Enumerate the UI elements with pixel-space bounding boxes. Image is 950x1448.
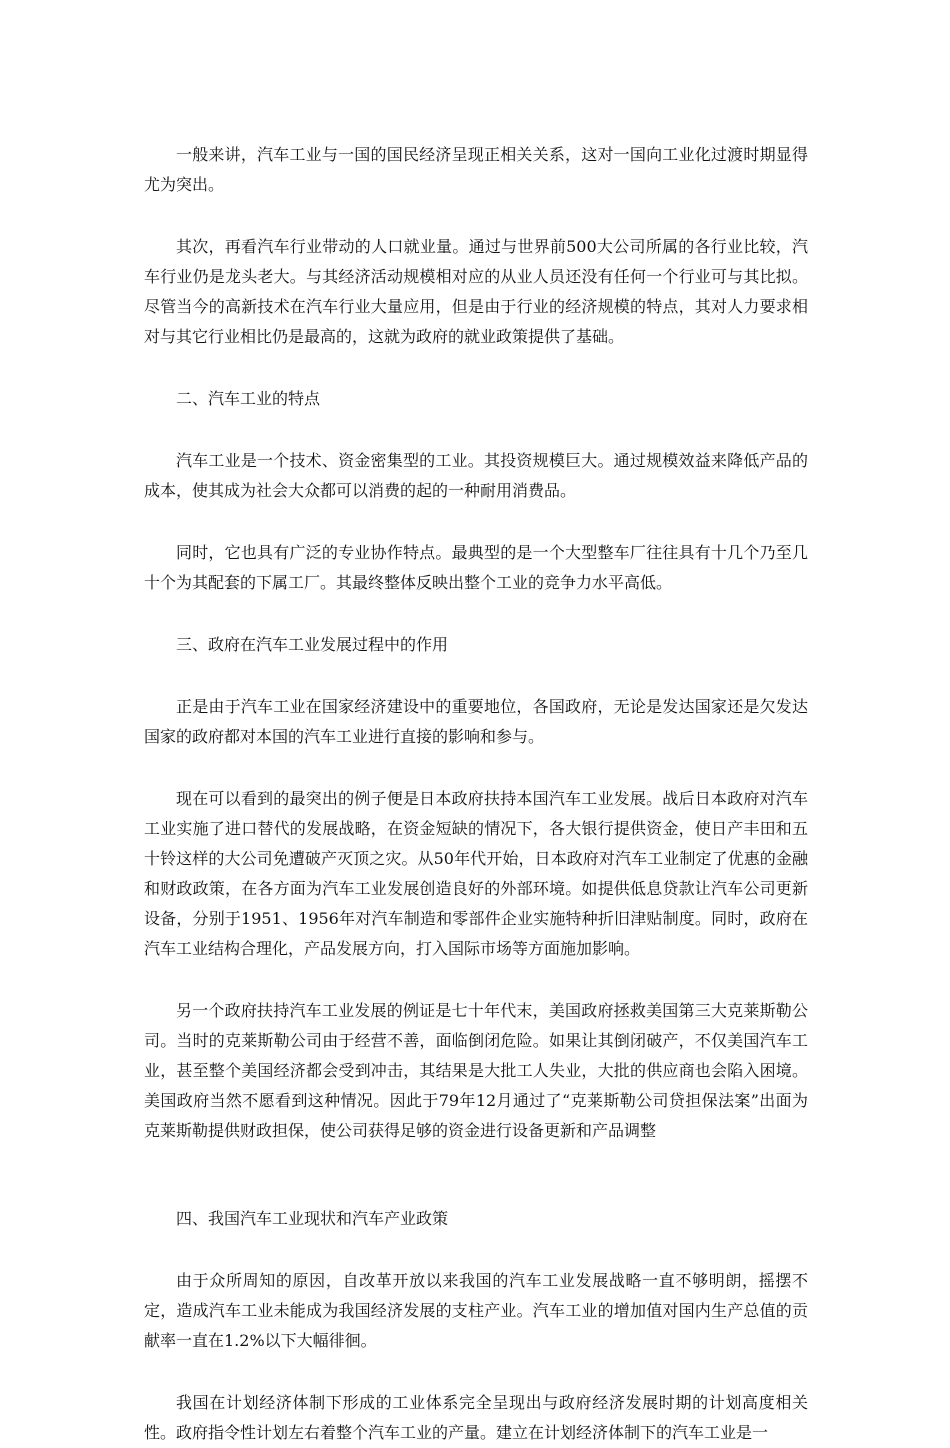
paragraph-8: 由于众所周知的原因，自改革开放以来我国的汽车工业发展战略一直不够明朗，摇摆不定，造成汽车工业未能成为我国经济发展的支柱产业。汽车工业的增加值对国内生产总值的贡献率一直在1.2%以下大幅徘徊。 (144, 1271, 808, 1350)
paragraph-3: 汽车工业是一个技术、资金密集型的工业。其投资规模巨大。通过规模效益来降低产品的成本，使其成为社会大众都可以消费的起的一种耐用消费品。 (144, 451, 808, 500)
paragraph-1: 一般来讲，汽车工业与一国的国民经济呈现正相关关系，这对一国向工业化过渡时期显得尤为突出。 (144, 145, 808, 194)
paragraph-4: 同时，它也具有广泛的专业协作特点。最典型的是一个大型整车厂往往具有十几个乃至几十个为其配套的下属工厂。其最终整体反映出整个工业的竞争力水平高低。 (144, 543, 808, 592)
section-heading-3: 三、政府在汽车工业发展过程中的作用 (176, 635, 449, 654)
paragraph-7: 另一个政府扶持汽车工业发展的例证是七十年代末，美国政府拯救美国第三大克莱斯勒公司。当时的克莱斯勒公司由于经营不善，面临倒闭危险。如果让其倒闭破产，不仅美国汽车工业，甚至整个美国经济都会受到冲击，其结果是大批工人失业，大批的供应商也会陷入困境。美国政府当然不愿看到这种情况。因此于79年12月通过了“克莱斯勒公司贷担保法案”出面为克莱斯勒提供财政担保，使公司获得足够的资金进行设备更新和产品调整 (144, 1001, 808, 1140)
section-heading-2: 二、汽车工业的特点 (176, 389, 321, 408)
paragraph-6: 现在可以看到的最突出的例子便是日本政府扶持本国汽车工业发展。战后日本政府对汽车工业实施了进口替代的发展战略，在资金短缺的情况下，各大银行提供资金，使日产丰田和五十铃这样的大公司免遭破产灭顶之灾。从50年代开始，日本政府对汽车工业制定了优惠的金融和财政政策，在各方面为汽车工业发展创造良好的外部环境。如提供低息贷款让汽车公司更新设备，分别于1951、1956年对汽车制造和零部件企业实施特种折旧津贴制度。同时，政府在汽车工业结构合理化，产品发展方向，打入国际市场等方面施加影响。 (144, 789, 808, 958)
document-page (144, 140, 808, 1448)
paragraph-gap (144, 200, 808, 232)
paragraph-gap (144, 964, 808, 996)
paragraph-9: 我国在计划经济体制下形成的工业体系完全呈现出与政府经济发展时期的计划高度相关性。政府指令性计划左右着整个汽车工业的产量。建立在计划经济体制下的汽车工业是一 (144, 1393, 808, 1442)
paragraph-5: 正是由于汽车工业在国家经济建设中的重要地位，各国政府，无论是发达国家还是欠发达国家的政府都对本国的汽车工业进行直接的影响和参与。 (144, 697, 808, 746)
section-heading-4: 四、我国汽车工业现状和汽车产业政策 (176, 1209, 449, 1228)
paragraph-2: 其次，再看汽车行业带动的人口就业量。通过与世界前500大公司所属的各行业比较，汽车行业仍是龙头老大。与其经济活动规模相对应的从业人员还没有任何一个行业可与其比拟。尽管当今的高新技术在汽车行业大量应用，但是由于行业的经济规模的特点，其对人力要求相对与其它行业相比仍是最高的，这就为政府的就业政策提供了基础。 (144, 237, 808, 346)
paragraph-gap (144, 1234, 808, 1266)
paragraph-gap (144, 506, 808, 538)
paragraph-gap (144, 660, 808, 692)
paragraph-gap (144, 752, 808, 784)
paragraph-gap (144, 1146, 808, 1204)
paragraph-gap (144, 598, 808, 630)
paragraph-gap (144, 414, 808, 446)
paragraph-gap (144, 352, 808, 384)
paragraph-gap (144, 1356, 808, 1388)
